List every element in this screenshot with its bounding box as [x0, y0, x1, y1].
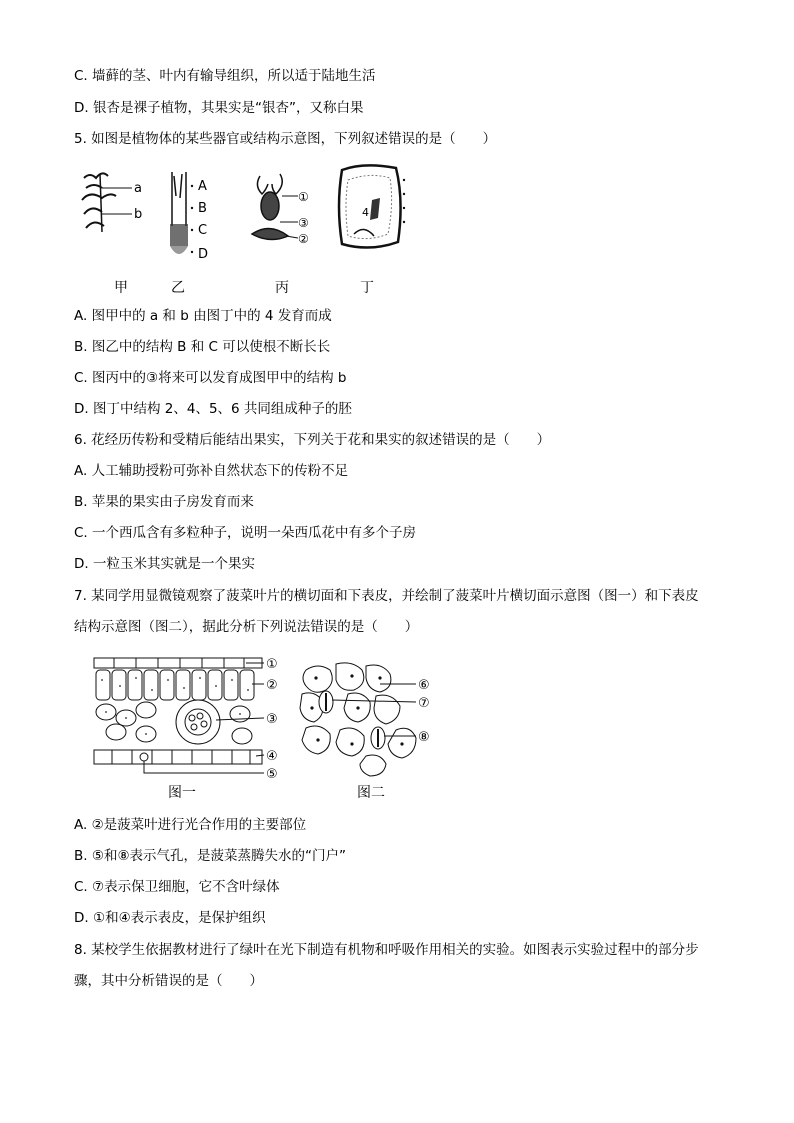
yi-label-b: B: [198, 201, 207, 216]
jia-label-a: a: [134, 181, 142, 196]
q6-option-d: D. 一粒玉米其实就是一个果实: [74, 556, 255, 572]
q4-option-c: C. 墙藓的茎、叶内有输导组织，所以适于陆地生活: [74, 68, 376, 84]
q7-stem-line2: 结构示意图（图二），据此分析下列说法错误的是（ ）: [74, 619, 419, 635]
bing-label-1: ①: [298, 190, 309, 204]
q5-stem: 5. 如图是植物体的某些器官或结构示意图，下列叙述错误的是（ ）: [74, 131, 497, 147]
q6-option-b: B. 苹果的果实由子房发育而来: [74, 494, 254, 510]
epidermis-label-8: ⑧: [418, 730, 430, 745]
caption-jia: 甲: [114, 280, 128, 296]
bing-label-3: ③: [298, 216, 309, 230]
q6-stem: 6. 花经历传粉和受精后能结出果实，下列关于花和果实的叙述错误的是（ ）: [74, 432, 551, 448]
jia-label-b: b: [134, 207, 143, 222]
q7-option-c: C. ⑦表示保卫细胞，它不含叶绿体: [74, 879, 280, 895]
yi-label-c: C: [198, 223, 208, 238]
yi-label-a: A: [198, 179, 207, 194]
q7-option-b: B. ⑤和⑧表示气孔，是菠菜蒸腾失水的“门户”: [74, 848, 347, 864]
leaf-label-5: ⑤: [266, 767, 278, 782]
leaf-label-1: ①: [266, 657, 278, 672]
leaf-label-2: ②: [266, 678, 278, 693]
epidermis-label-7: ⑦: [418, 696, 430, 711]
ding-label-4: 4: [362, 206, 369, 219]
figure-bing: [240, 170, 320, 250]
caption-fig2: 图二: [357, 785, 385, 801]
q5-option-a: A. 图甲中的 a 和 b 由图丁中的 4 发育而成: [74, 308, 332, 324]
q5-option-c: C. 图丙中的③将来可以发育成图甲中的结构 b: [74, 370, 347, 386]
caption-bing: 丙: [275, 280, 289, 296]
figure-jia: [80, 166, 150, 246]
q7-option-a: A. ②是菠菜叶进行光合作用的主要部位: [74, 817, 307, 833]
figure-lower-epidermis: [296, 660, 441, 778]
caption-yi: 乙: [171, 280, 185, 296]
yi-label-d: D: [198, 247, 209, 262]
q8-stem-line2: 骤，其中分析错误的是（ ）: [74, 973, 263, 989]
q7-stem-line1: 7. 某同学用显微镜观察了菠菜叶片的横切面和下表皮，并绘制了菠菜叶片横切面示意图（图一）和下表皮: [74, 588, 699, 604]
q5-option-d: D. 图丁中结构 2、4、5、6 共同组成种子的胚: [74, 401, 352, 417]
q8-stem-line1: 8. 某校学生依据教材进行了绿叶在光下制造有机物和呼吸作用相关的实验。如图表示实验过程中的部分步: [74, 942, 699, 958]
q7-option-d: D. ①和④表示表皮，是保护组织: [74, 910, 266, 926]
bing-label-2: ②: [298, 232, 309, 246]
figure-ding: [334, 160, 414, 255]
caption-fig1: 图一: [168, 785, 196, 801]
q6-option-a: A. 人工辅助授粉可弥补自然状态下的传粉不足: [74, 463, 349, 479]
figure-leaf-cross-section: [92, 652, 292, 782]
q6-option-c: C. 一个西瓜含有多粒种子，说明一朵西瓜花中有多个子房: [74, 525, 417, 541]
epidermis-label-6: ⑥: [418, 678, 430, 693]
figure-yi: [160, 166, 220, 266]
caption-ding: 丁: [360, 280, 374, 296]
q5-option-b: B. 图乙中的结构 B 和 C 可以使根不断长长: [74, 339, 331, 355]
leaf-label-3: ③: [266, 712, 278, 727]
leaf-label-4: ④: [266, 749, 278, 764]
q4-option-d: D. 银杏是裸子植物，其果实是“银杏”，又称白果: [74, 100, 364, 116]
